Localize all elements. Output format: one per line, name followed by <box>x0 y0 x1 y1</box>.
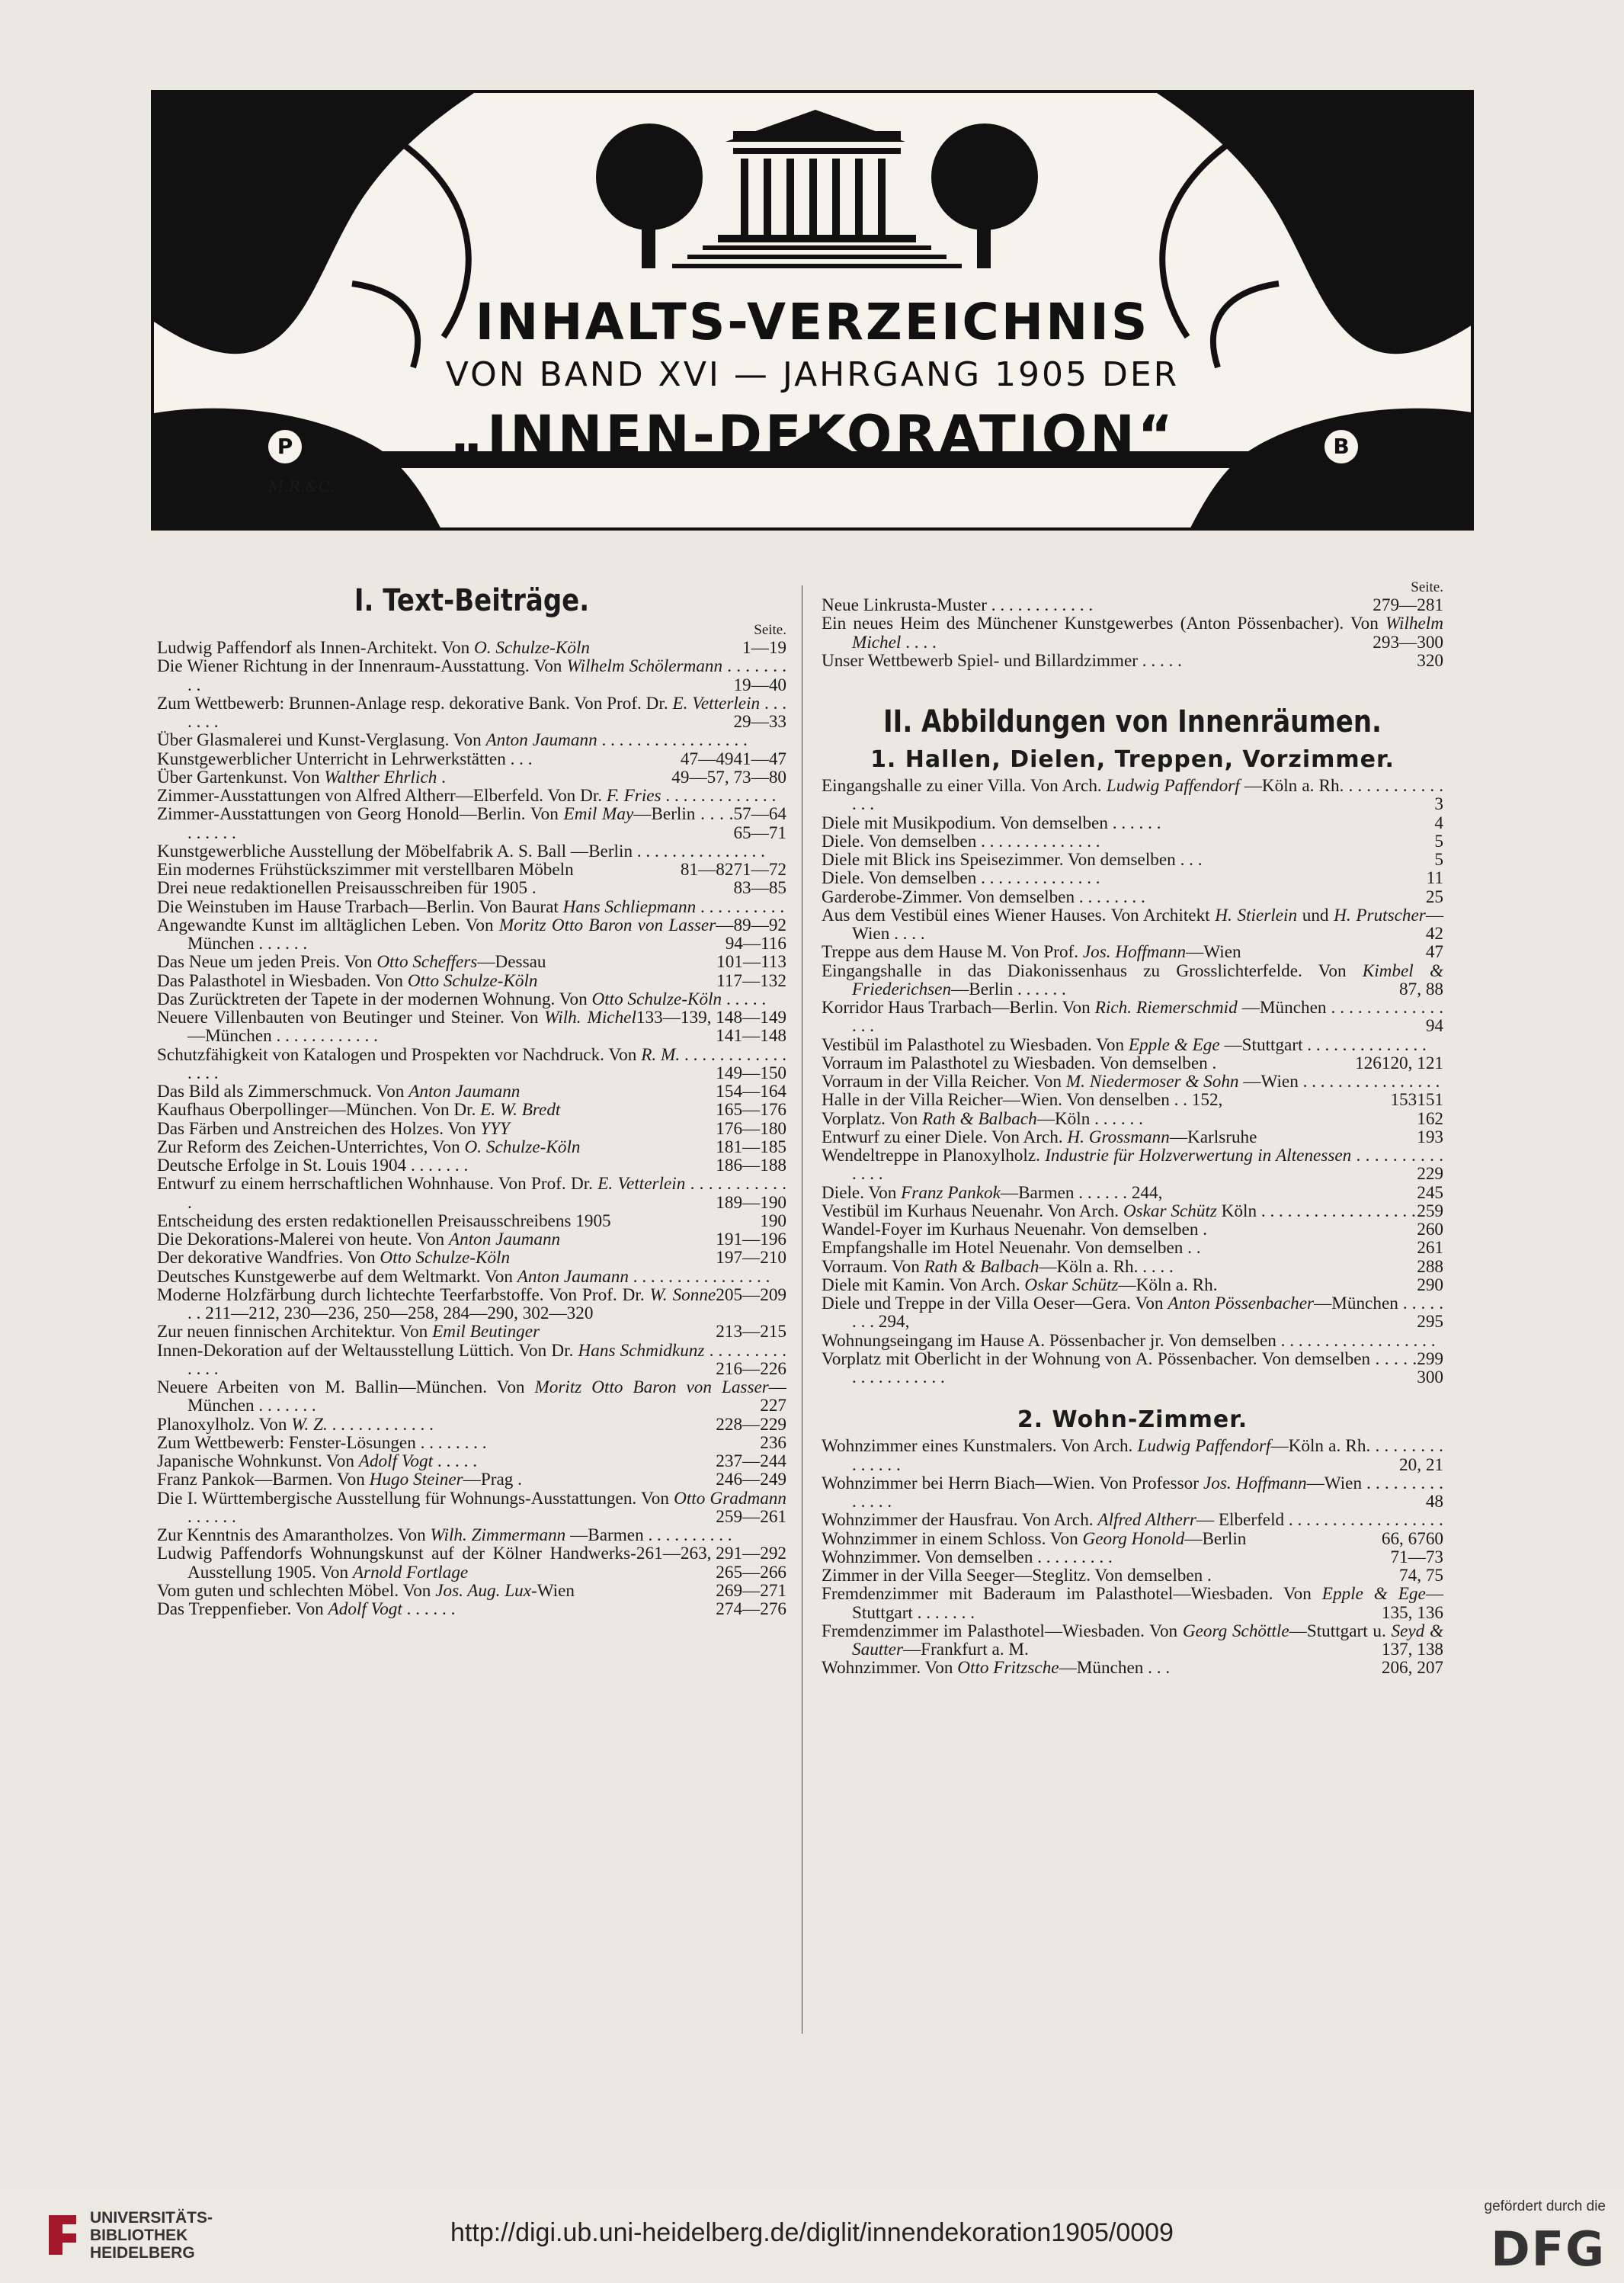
toc-entry: Zur Reform des Zeichen-Unterrichtes, Von O. Schulze-Köln 181—185 <box>157 1137 786 1157</box>
toc-entry: Wohnzimmer in einem Schloss. Von Georg Honold—Berlin 66, 67 <box>822 1528 1426 1549</box>
toc-entry: Angewandte Kunst im alltäglichen Leben. Von Moritz Otto Baron von Lasser—München . . . . . . 94—116 <box>157 915 786 954</box>
toc-entry: Der dekorative Wandfries. Von Otto Schulze-Köln 197—210 <box>157 1248 786 1268</box>
section-heading: I. Text-Beiträge. <box>354 583 590 618</box>
dfg-logo: DFG <box>1491 2221 1606 2277</box>
toc-entry: Zimmer-Ausstattungen von Georg Honold—Berlin. Von Emil May—Berlin . . . . . . . . . . 65—71 <box>157 804 786 843</box>
subsection-heading: 2. Wohn-Zimmer. <box>1017 1406 1248 1434</box>
toc-entry: Diele mit Musikpodium. Von demselben . . . . . . 4 <box>822 813 1443 833</box>
toc-entry: Vorplatz mit Oberlicht in der Wohnung von A. Pössenbacher. Von demselben . . . . . . . . . . . . . . . . 300 <box>822 1348 1443 1387</box>
toc-entry: Moderne Holzfärbung durch lichtechte Teerfarbstoffe. Von Prof. Dr. W. Sonne . . 211—212, 230—236, 250—258, 284—290, 302—320 <box>157 1284 716 1323</box>
toc-entry: Vorraum. Von Rath & Balbach—Köln a. Rh. . . . . 288 <box>822 1256 1443 1277</box>
toc-entry: Ludwig Paffendorf als Innen-Architekt. Von O. Schulze-Köln 1—19 <box>157 638 786 658</box>
toc-entry: Das Treppenfieber. Von Adolf Vogt . . . . . . 274—276 <box>157 1599 786 1619</box>
toc-entry: Vorraum im Palasthotel zu Wiesbaden. Von demselben . 126 <box>822 1053 1382 1073</box>
toc-entry: Die I. Württembergische Ausstellung für Wohnungs-Ausstattungen. Von Otto Gradmann . . . . . . 259—261 <box>157 1488 786 1527</box>
toc-entry: Ein modernes Frühstückszimmer mit verstellbaren Möbeln 81—82 <box>157 860 734 880</box>
toc-entry: Neuere Arbeiten von M. Ballin—München. Von Moritz Otto Baron von Lasser—München . . . . . . . 227 <box>157 1377 786 1416</box>
toc-entry: Wohnzimmer bei Herrn Biach—Wien. Von Professor Jos. Hoffmann—Wien . . . . . . . . . . . . . . 48 <box>822 1473 1443 1512</box>
toc-entry: Diele und Treppe in der Villa Oeser—Gera. Von Anton Pössenbacher—München . . . . . . . . 294, 295 <box>822 1294 1444 1332</box>
title: INHALTS-VERZEICHNIS <box>475 293 1150 351</box>
header-vignette <box>151 90 1474 531</box>
toc-entry: Eingangshalle zu einer Villa. Von Arch. Ludwig Paffendorf —Köln a. Rh. . . . . . . . . . . . . . . 3 <box>822 776 1443 815</box>
toc-entry: Planoxylholz. Von W. Z. . . . . . . . . . . . . 228—229 <box>157 1414 786 1435</box>
toc-entry: Deutsche Erfolge in St. Louis 1904 . . . . . . . 186—188 <box>157 1156 786 1175</box>
toc-entry: Kunstgewerblicher Unterricht in Lehrwerkstätten . . . 47—49 <box>157 749 734 769</box>
page-column-label: Seite. <box>1411 579 1443 595</box>
toc-entry: Zimmer in der Villa Seeger—Steglitz. Von demselben . 74, 75 <box>822 1566 1443 1586</box>
toc-entry: Innen-Dekoration auf der Weltausstellung Lüttich. Von Dr. Hans Schmidkunz . . . . . . . . . . . . . 216—226 <box>157 1340 786 1379</box>
toc-entry: Das Bild als Zimmerschmuck. Von Anton Jaumann 154—164 <box>157 1082 786 1101</box>
toc-entry: Schutzfähigkeit von Katalogen und Prospekten vor Nachdruck. Von R. M. . . . . . . . . . . . . . . . . 149—150 <box>157 1044 787 1083</box>
toc-entry: Diele. Von demselben . . . . . . . . . . . . . . 5 <box>822 831 1443 851</box>
toc-entry: Korridor Haus Trarbach—Berlin. Von Rich. Riemerschmid —München . . . . . . . . . . . . . . . . 94 <box>822 998 1443 1037</box>
toc-entry: Die Weinstuben im Hause Trarbach—Berlin. Von Baurat Hans Schliepmann . . . . . . . . . . 89—92 <box>157 896 786 935</box>
library-name: UNIVERSITÄTS- BIBLIOTHEK HEIDELBERG <box>90 2209 213 2262</box>
journal-name: „INNEN-DEKORATION“ <box>449 404 1176 467</box>
entry-list <box>822 596 1443 670</box>
toc-entry: Das Färben und Anstreichen des Holzes. Von YYY 176—180 <box>157 1118 786 1139</box>
toc-entry: Zur neuen finnischen Architektur. Von Emil Beutinger 213—215 <box>157 1322 786 1342</box>
toc-entry: Zur Kenntnis des Amarantholzes. Von Wilh. Zimmermann —Barmen . . . . . . . . . . 261—263, 291—292 <box>157 1525 786 1564</box>
toc-entry: Zimmer-Ausstattungen von Alfred Altherr—Elberfeld. Von Dr. F. Fries . . . . . . . . . . . . . 57—64 <box>157 786 786 825</box>
toc-entry: Neue Linkrusta-Muster . . . . . . . . . . . . 279—281 <box>822 595 1443 615</box>
toc-entry: Diele mit Blick ins Speisezimmer. Von demselben . . . 5 <box>822 850 1443 870</box>
toc-entry: Wandel-Foyer im Kurhaus Neuenahr. Von demselben . 260 <box>822 1220 1443 1239</box>
toc-entry: Halle in der Villa Reicher—Wien. Von denselben . . 152, 153 <box>822 1090 1417 1111</box>
section-heading: II. Abbildungen von Innenräumen. <box>883 704 1382 739</box>
toc-entry: Garderobe-Zimmer. Von demselben . . . . . . . . 25 <box>822 887 1443 907</box>
monogram-left: P <box>268 430 302 463</box>
toc-entry: Drei neue redaktionellen Preisausschreiben für 1905 . 83—85 <box>157 878 786 899</box>
toc-entry: Wohnzimmer eines Kunstmalers. Von Arch. Ludwig Paffendorf—Köln a. Rh. . . . . . . . . . . . . . . 20, 21 <box>822 1436 1443 1475</box>
toc-entry: Unser Wettbewerb Spiel- und Billardzimmer . . . . . 320 <box>822 650 1443 671</box>
toc-entry: Die Dekorations-Malerei von heute. Von Anton Jaumann 191—196 <box>157 1230 786 1249</box>
toc-entry: Treppe aus dem Hause M. Von Prof. Jos. Hoffmann—Wien 47 <box>822 942 1443 963</box>
toc-entry: Eingangshalle in das Diakonissenhaus zu Grosslichterfelde. Von Kimbel & Friederichsen—Berlin . . . . . . 87, 88 <box>822 960 1443 999</box>
toc-entry: Zum Wettbewerb: Fenster-Lösungen . . . . . . . . 236 <box>157 1432 786 1453</box>
toc-entry: Entwurf zu einem herrschaftlichen Wohnhause. Von Prof. Dr. E. Vetterlein . . . . . . . . . . . . 189—190 <box>157 1174 786 1213</box>
toc-entry: Entscheidung des ersten redaktionellen Preisausschreibens 1905 190 <box>157 1210 786 1231</box>
toc-entry: Das Palasthotel in Wiesbaden. Von Otto Schulze-Köln 117—132 <box>157 970 786 991</box>
entry-list <box>157 639 786 1618</box>
toc-entry: Zum Wettbewerb: Brunnen-Anlage resp. dekorative Bank. Von Prof. Dr. E. Vetterlein . . . . . . . 29—33 <box>157 693 786 732</box>
toc-entry: Ein neues Heim des Münchener Kunstgewerbes (Anton Pössenbacher). Von Wilhelm Michel . . . . 293—300 <box>822 614 1443 653</box>
source-url-link[interactable]: http://digi.ub.uni-heidelberg.de/diglit/innendekoration1905/0009 <box>450 2218 1174 2247</box>
toc-entry: Fremdenzimmer im Palasthotel—Wiesbaden. Von Georg Schöttle—Stuttgart u. Seyd & Sautter—Frankfurt a. M. 137, 138 <box>822 1621 1443 1659</box>
toc-entry: Neuere Villenbauten von Beutinger und Steiner. Von Wilh. Michel—München . . . . . . . . . . . . 141—148 <box>157 1008 786 1047</box>
funding-note: gefördert durch die <box>1484 2198 1606 2214</box>
toc-entry: Das Neue um jeden Preis. Von Otto Scheffers—Dessau 101—113 <box>157 952 786 973</box>
toc-entry: Deutsches Kunstgewerbe auf dem Weltmarkt. Von Anton Jaumann . . . . . . . . . . . . . . . . 205—209 <box>157 1266 786 1305</box>
toc-entry: Vorraum in der Villa Reicher. Von M. Niedermoser & Sohn —Wien . . . . . . . . . . . . . . . . 151 <box>822 1072 1443 1111</box>
toc-entry: Entwurf zu einer Diele. Von Arch. H. Grossmann—Karlsruhe 193 <box>822 1127 1443 1147</box>
toc-entry: Kunstgewerbliche Ausstellung der Möbelfabrik A. S. Ball —Berlin . . . . . . . . . . . . . . . 71—72 <box>157 841 786 880</box>
monogram-right: B <box>1325 430 1358 463</box>
subtitle: VON BAND XVI — JAHRGANG 1905 DER <box>445 355 1180 394</box>
right-column <box>822 579 1443 1678</box>
footer-bar <box>0 2188 1624 2283</box>
toc-entry: Wohnungseingang im Hause A. Pössenbacher jr. Von demselben . . . . . . . . . . . . . . . . . . 299 <box>822 1330 1443 1369</box>
left-column <box>157 579 786 1618</box>
toc-entry: Die Wiener Richtung in der Innenraum-Ausstattung. Von Wilhelm Schölermann . . . . . . . . . 19—40 <box>157 656 786 695</box>
toc-entry: Wendeltreppe in Planoxylholz. Industrie für Holzverwertung in Altenessen . . . . . . . . . . . . . . 229 <box>822 1146 1443 1185</box>
toc-entry: Diele. Von demselben . . . . . . . . . . . . . . 11 <box>822 868 1443 889</box>
toc-entry: Aus dem Vestibül eines Wiener Hauses. Von Architekt H. Stierlein und H. Prutscher—Wien . . . . 42 <box>822 905 1444 944</box>
page-column-label: Seite. <box>754 622 786 638</box>
toc-entry: Wohnzimmer. Von demselben . . . . . . . . . 71—73 <box>822 1547 1443 1567</box>
toc-entry: Wohnzimmer. Von Otto Fritzsche—München . . . 206, 207 <box>822 1658 1443 1679</box>
toc-entry: Ludwig Paffendorfs Wohnungskunst auf der Kölner Handwerks-Ausstellung 1905. Von Arnold Fortlage 265—266 <box>157 1544 786 1582</box>
toc-entry: Japanische Wohnkunst. Von Adolf Vogt . . . . . 237—244 <box>157 1451 786 1471</box>
toc-entry: Vorplatz. Von Rath & Balbach—Köln . . . . . . 162 <box>822 1108 1443 1129</box>
toc-entry: Diele. Von Franz Pankok—Barmen . . . . . . 244, 245 <box>822 1182 1443 1203</box>
toc-entry: Kaufhaus Oberpollinger—München. Von Dr. E. W. Bredt 165—176 <box>157 1100 786 1121</box>
toc-entry: Diele mit Kamin. Von Arch. Oskar Schütz—Köln a. Rh. 290 <box>822 1275 1443 1295</box>
toc-entry: Fremdenzimmer mit Baderaum im Palasthotel—Wiesbaden. Von Epple & Ege—Stuttgart . . . . . . . 135, 136 <box>822 1584 1443 1623</box>
toc-entry: Vestibül im Kurhaus Neuenahr. Von Arch. Oskar Schütz Köln . . . . . . . . . . . . . . . . . . 259 <box>822 1201 1443 1221</box>
toc-entry: Empfangshalle im Hotel Neuenahr. Von demselben . . 261 <box>822 1238 1443 1259</box>
entry-list <box>822 1437 1443 1677</box>
toc-entry: Franz Pankok—Barmen. Von Hugo Steiner—Prag . 246—249 <box>157 1470 786 1490</box>
entry-list <box>822 777 1443 1387</box>
toc-entry: Wohnzimmer der Hausfrau. Von Arch. Alfred Altherr— Elberfeld . . . . . . . . . . . . . . . . . . 60 <box>822 1510 1443 1549</box>
artist-signature: M.R.&C. <box>268 477 335 495</box>
toc-entry: Über Gartenkunst. Von Walther Ehrlich . 49—57, 73—80 <box>157 767 786 787</box>
toc-entry: Über Glasmalerei und Kunst-Verglasung. Von Anton Jaumann . . . . . . . . . . . . . . . . . 41—47 <box>157 730 786 769</box>
toc-entry: Vestibül im Palasthotel zu Wiesbaden. Von Epple & Ege —Stuttgart . . . . . . . . . . . . . . 120, 121 <box>822 1034 1443 1073</box>
toc-entry: Das Zurücktreten der Tapete in der modernen Wohnung. Von Otto Schulze-Köln . . . . . 133—139, 148—149 <box>157 989 786 1028</box>
toc-entry: Vom guten und schlechten Möbel. Von Jos. Aug. Lux-Wien 269—271 <box>157 1580 786 1601</box>
subsection-heading: 1. Hallen, Dielen, Treppen, Vorzimmer. <box>870 746 1395 773</box>
